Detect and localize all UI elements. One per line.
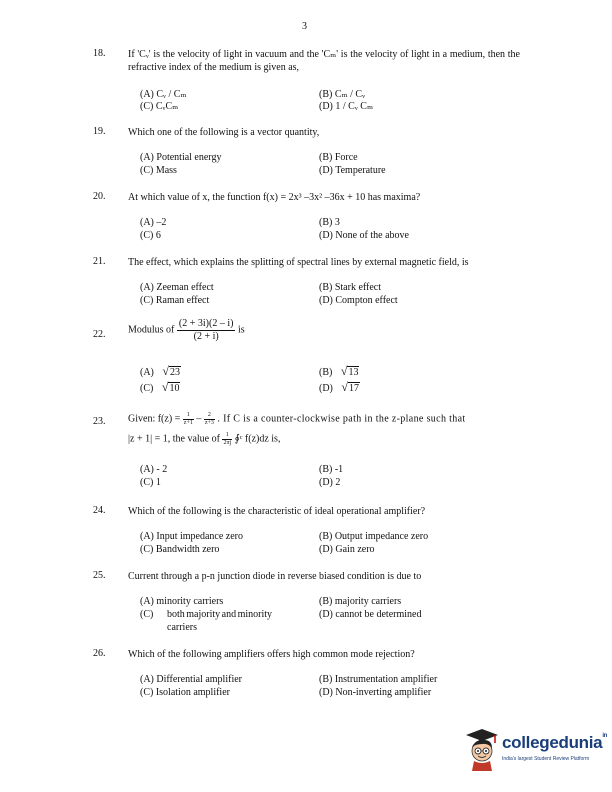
sqrt-value: 13: [348, 367, 359, 378]
logo-name: collegedunia: [502, 733, 603, 752]
option-c-line2: carriers: [167, 622, 197, 633]
option-b: (B) √13: [319, 364, 359, 378]
logo-wordmark: [502, 733, 607, 753]
option-a: (A) minority carriers: [140, 596, 224, 607]
question-number: 25.: [93, 570, 106, 581]
question-line-2: [128, 432, 280, 447]
option-b: (B) 3: [319, 217, 340, 228]
option-c: (C) Isolation amplifier: [140, 687, 230, 698]
mascot-icon: [462, 727, 500, 771]
fraction-numerator: 2: [204, 412, 215, 420]
fraction-numerator: 1: [222, 432, 232, 440]
question-line-1: [128, 412, 466, 427]
sqrt-value: 10: [169, 383, 180, 394]
question-text: At which value of x, the function f(x) = 2x³ –3x² –36x + 10 has maxima?: [128, 192, 421, 203]
modulus-fraction: [177, 318, 236, 343]
question-text: Which of the following is the characteristic of ideal operational amplifier?: [128, 506, 426, 517]
option-a: (A) Zeeman effect: [140, 282, 214, 293]
question-number: 18.: [93, 48, 106, 59]
option-label: (C): [140, 383, 154, 394]
option-c: (C) Mass: [140, 165, 177, 176]
option-d: (D) cannot be determined: [319, 609, 422, 620]
option-c: (C) CᵥCₘ: [140, 101, 179, 112]
option-b: (B) Stark effect: [319, 282, 382, 293]
question-number: 26.: [93, 648, 106, 659]
option-c: (C) 6: [140, 230, 161, 241]
sqrt-value: 17: [348, 383, 359, 394]
logo-suffix: in: [602, 733, 608, 739]
fraction-denominator: (2 + i): [193, 331, 219, 342]
question-text: Which of the following amplifiers offers high common mode rejection?: [128, 649, 415, 660]
option-d: (D) Compton effect: [319, 295, 398, 306]
line1-prefix: Given: f(z) =: [128, 413, 181, 425]
question-number: 19.: [93, 126, 106, 137]
question-number: 23.: [93, 416, 106, 427]
option-d: (D) Gain zero: [319, 544, 375, 555]
option-c-label: (C): [140, 609, 154, 620]
option-c: (C) 1: [140, 477, 161, 488]
fraction-numerator: 1: [183, 412, 194, 420]
option-b: (B) -1: [319, 464, 344, 475]
question-text: [128, 318, 245, 343]
minus-sign: –: [196, 413, 202, 425]
option-label: (A): [140, 367, 154, 378]
fraction-1: [183, 412, 194, 427]
fraction-3: [222, 432, 232, 447]
fraction-denominator: 2πj: [223, 440, 232, 446]
option-a: (A) - 2: [140, 464, 168, 475]
line2-prefix: |z + 1| = 1, the value of: [128, 433, 220, 445]
option-label: (D): [319, 383, 333, 394]
sqrt-value: 23: [169, 367, 180, 378]
question-number: 24.: [93, 505, 106, 516]
option-a: (A) Input impedance zero: [140, 531, 244, 542]
question-suffix: is: [237, 324, 245, 336]
question-text: The effect, which explains the splitting of spectral lines by external magnetic field, is: [128, 257, 469, 268]
option-d: (D) Non-inverting amplifier: [319, 687, 432, 698]
option-a: (A) Cᵥ / Cₘ: [140, 89, 187, 100]
option-a: (A) Differential amplifier: [140, 674, 242, 685]
line1-suffix: . If C is a counter-clockwise path in the z-plane such that: [217, 413, 466, 425]
question-text: Which one of the following is a vector quantity,: [128, 127, 320, 138]
question-text: If 'Cᵥ' is the velocity of light in vacuum and the 'Cₘ' is the velocity of light in a medium, then the refractive index of the medium is given as,: [128, 49, 520, 73]
option-b: (B) Output impedance zero: [319, 531, 429, 542]
option-a: (A) √23: [140, 364, 180, 378]
option-c: (C) √10: [140, 380, 180, 394]
question-prefix: Modulus of: [128, 324, 175, 336]
option-b: (B) Instrumentation amplifier: [319, 674, 438, 685]
option-d: (D) 2: [319, 477, 341, 488]
option-d: (D) 1 / Cᵥ Cₘ: [319, 101, 374, 112]
question-number: 22.: [93, 329, 106, 340]
fraction-denominator: z+1: [183, 420, 193, 426]
option-b: (B) Cₘ / Cᵥ: [319, 89, 366, 100]
option-d: (D) √17: [319, 380, 359, 394]
collegedunia-logo: [462, 727, 608, 772]
fraction-2: [204, 412, 215, 427]
line2-suffix: ∮ᶜ f(z)dz is,: [234, 433, 281, 445]
fraction-denominator: z+3: [204, 420, 214, 426]
question-number: 21.: [93, 256, 106, 267]
option-c-line1: both majority and minority: [167, 609, 273, 620]
option-c: (C) Raman effect: [140, 295, 210, 306]
option-d: (D) Temperature: [319, 165, 386, 176]
question-text: Current through a p-n junction diode in reverse biased condition is due to: [128, 571, 422, 582]
option-d: (D) None of the above: [319, 230, 409, 241]
option-b: (B) Force: [319, 152, 358, 163]
option-label: (B): [319, 367, 333, 378]
fraction-numerator: (2 + 3i)(2 – i): [178, 318, 234, 329]
question-number: 20.: [93, 191, 106, 202]
logo-tagline: India's largest Student Review Platform: [502, 756, 590, 762]
option-a: (A) Potential energy: [140, 152, 222, 163]
option-a: (A) –2: [140, 217, 167, 228]
option-b: (B) majority carriers: [319, 596, 402, 607]
option-c: (C) Bandwidth zero: [140, 544, 220, 555]
page-number: 3: [302, 21, 307, 32]
